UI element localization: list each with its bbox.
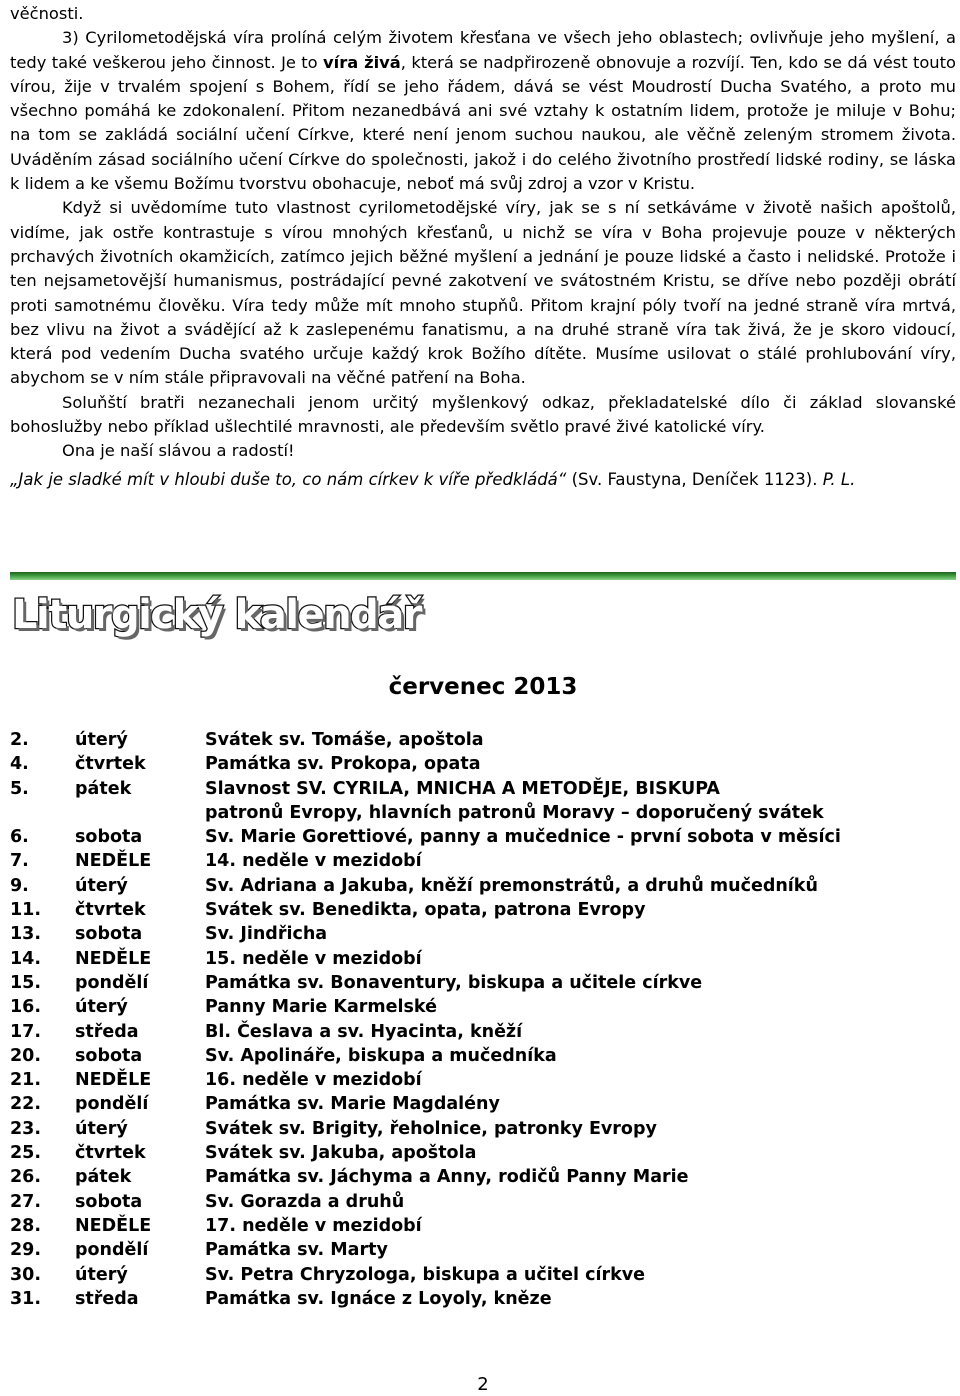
calendar-weekday: NEDĚLE — [75, 1070, 152, 1091]
calendar-event: Svátek sv. Benedikta, opata, patrona Evropy — [205, 900, 646, 921]
calendar-event: Sv. Gorazda a druhů — [205, 1191, 405, 1212]
calendar-event: Památka sv. Jáchyma a Anny, rodičů Panny Marie — [205, 1167, 689, 1188]
calendar-row — [10, 825, 956, 849]
calendar-event: Sv. Marie Gorettiové, panny a mučednice - první sobota v měsíci — [205, 827, 841, 848]
calendar-day: 2. — [10, 730, 29, 750]
calendar-event: patronů Evropy, hlavních patronů Moravy – doporučený svátek — [205, 802, 824, 823]
quote-source: (Sv. Faustyna, Deníček 1123). — [566, 469, 823, 489]
calendar-weekday: NEDĚLE — [75, 1215, 152, 1236]
paragraph-2: Když si uvědomíme tuto vlastnost cyrilometodějské víry, jak se s ní setkáváme v životě našich apoštolů, vidíme, jak ostře kontrastuje s vírou mnohých křesťanů, u nichž se víra v Boha projevuje pouze v některých prchavých životních okamžicích, zatímco jejich běžné myšlení a jednání je pouze lidské a často i nelidské. Protože i ten nejsametovější humanismus, postrádající pevné zakotvení ve svátostném Kristu, se dříve nebo později obrátí proti samotnému člověku. Víra tedy může mít mnoho stupňů. Přitom krajní póly tvoří na jedné straně víra mrtvá, bez vlivu na život a svádějící až k zaslepenému fanatismu, a na druhé straně víra tak živá, že je skoro vidoucí, která pod vedením Ducha svatého určuje každý krok Božího dítěte. Musíme usilovat o stálé prohlubování víry, abychom se v ním stále připravovali na věčné patření na Boha. — [10, 198, 956, 388]
document-page — [10, 0, 956, 1395]
quote-author-initials: P. L. — [822, 469, 856, 489]
calendar-weekday: sobota — [75, 1045, 143, 1066]
calendar-event: Sv. Adriana a Jakuba, kněží premonstrátů, a druhů mučedníků — [205, 875, 818, 896]
calendar-day: 11. — [10, 900, 42, 921]
calendar-event: Slavnost SV. CYRILA, MNICHA A METODĚJE, BISKUPA — [205, 778, 720, 799]
calendar-event: Svátek sv. Tomáše, apoštola — [205, 730, 484, 750]
calendar-row — [10, 1068, 956, 1092]
calendar-event: Památka sv. Marty — [205, 1240, 388, 1261]
paragraph-3: Soluňští bratři nezanechali jenom určitý myšlenkový odkaz, překladatelské dílo či základ slovanské bohoslužby nebo příklad ušlechtilé mravnosti, ale především světlo pravé živé katolické víry. — [10, 392, 956, 437]
green-divider — [10, 572, 956, 580]
calendar-weekday: NEDĚLE — [75, 948, 152, 969]
calendar-day: 20. — [10, 1045, 42, 1066]
calendar-event: Sv. Apolináře, biskupa a mučedníka — [205, 1045, 557, 1066]
calendar-day: 6. — [10, 827, 29, 848]
calendar-row — [10, 1020, 956, 1044]
calendar-weekday: pátek — [75, 1167, 132, 1188]
calendar-row — [10, 947, 956, 971]
calendar-day: 14. — [10, 948, 42, 969]
calendar-row — [10, 849, 956, 873]
calendar-day: 9. — [10, 875, 29, 896]
paragraph-1-start: 3) Cyrilometodějská víra prolíná celým životem křesťana ve všech jeho oblastech; ovlivňuje jeho myšlení, a tedy také veškerou jeho činnost. Je to — [10, 28, 956, 72]
calendar-event: Panny Marie Karmelské — [205, 997, 437, 1018]
calendar-row — [10, 728, 956, 752]
calendar-weekday: úterý — [75, 875, 128, 896]
calendar-row — [10, 922, 956, 946]
calendar-day: 13. — [10, 924, 42, 945]
calendar-day: 5. — [10, 778, 29, 799]
calendar-day: 28. — [10, 1215, 42, 1236]
calendar-weekday: pátek — [75, 778, 132, 799]
calendar-event: Svátek sv. Brigity, řeholnice, patronky Evropy — [205, 1118, 657, 1139]
calendar-day: 29. — [10, 1240, 42, 1261]
page-number: 2 — [477, 1374, 489, 1395]
calendar-day: 17. — [10, 1021, 42, 1042]
calendar-row — [10, 1092, 956, 1116]
calendar-row — [10, 1165, 956, 1189]
calendar-row — [10, 1141, 956, 1165]
calendar-day: 16. — [10, 997, 42, 1018]
section-title: Liturgický kalendář — [12, 592, 421, 638]
calendar-event: Svátek sv. Jakuba, apoštola — [205, 1143, 477, 1164]
calendar-row — [10, 971, 956, 995]
calendar-weekday: středa — [75, 1021, 139, 1042]
calendar-weekday: pondělí — [75, 1240, 149, 1261]
calendar-event: Památka sv. Marie Magdalény — [205, 1094, 500, 1115]
calendar-row — [10, 752, 956, 776]
paragraph-1 — [10, 26, 956, 196]
calendar-weekday: sobota — [75, 924, 143, 945]
calendar-day: 23. — [10, 1118, 42, 1139]
calendar-weekday: úterý — [75, 997, 128, 1018]
calendar-weekday: pondělí — [75, 972, 149, 993]
calendar-event: 14. neděle v mezidobí — [205, 851, 422, 872]
calendar-row — [10, 777, 956, 801]
calendar-event: Sv. Jindřicha — [205, 924, 328, 945]
calendar-day: 25. — [10, 1143, 42, 1164]
quote-text: „Jak je sladké mít v hloubi duše to, co nám církev k víře předkládá“ — [10, 469, 567, 489]
calendar-row — [10, 898, 956, 922]
calendar-weekday: čtvrtek — [75, 900, 146, 921]
calendar-row — [10, 1214, 956, 1238]
paragraph-4: Ona je naší slávou a radostí! — [62, 441, 295, 461]
calendar-weekday: středa — [75, 1288, 139, 1309]
calendar-day: 21. — [10, 1070, 42, 1091]
text-line-top: věčnosti. — [10, 4, 84, 23]
calendar-row — [10, 1044, 956, 1068]
calendar-day: 22. — [10, 1094, 42, 1115]
calendar-row — [10, 995, 956, 1019]
calendar-weekday: úterý — [75, 1264, 128, 1285]
calendar-month: červenec 2013 — [388, 674, 578, 700]
calendar-weekday: sobota — [75, 827, 143, 848]
calendar-event: Památka sv. Prokopa, opata — [205, 754, 481, 775]
calendar-day: 26. — [10, 1167, 42, 1188]
calendar-day: 30. — [10, 1264, 42, 1285]
calendar-row — [10, 1190, 956, 1214]
calendar-row — [10, 1287, 956, 1311]
calendar-event: Bl. Česlava a sv. Hyacinta, kněží — [205, 1021, 523, 1042]
calendar-weekday: čtvrtek — [75, 754, 146, 775]
calendar-weekday: úterý — [75, 730, 128, 750]
calendar-event: 17. neděle v mezidobí — [205, 1215, 422, 1236]
calendar-weekday: čtvrtek — [75, 1143, 146, 1164]
calendar-day: 27. — [10, 1191, 42, 1212]
calendar-day: 31. — [10, 1288, 42, 1309]
calendar-event: 15. neděle v mezidobí — [205, 948, 422, 969]
calendar-row — [10, 1238, 956, 1262]
calendar-day: 4. — [10, 754, 29, 775]
paragraph-1-rest: , která se nadpřirozeně obnovuje a rozvíjí. Ten, kdo se dá vést touto vírou, žije v trvalém spojení s Bohem, řídí se jeho řádem, dává se vést Moudrostí Ducha Svatého, a proto mu všechno pomáhá ke zdokonalení. Přitom nezanedbává ani své vztahy k ostatním lidem, protože je miluje v Bohu; na tom se zakládá sociální učení Církve, které není jenom suchou naukou, ale věčně zeleným stromem života. Uváděním zásad sociálního učení Církve do společnosti, jakož i do celého životního prostředí lidské rodiny, se láska k lidem a ke všemu Božímu tvorstvu obohacuje, neboť má svůj zdroj a vzor v Kristu. — [10, 52, 956, 194]
calendar-row — [10, 1117, 956, 1141]
calendar-weekday: NEDĚLE — [75, 851, 152, 872]
calendar-row — [10, 1263, 956, 1287]
calendar-day: 15. — [10, 972, 42, 993]
calendar-weekday: pondělí — [75, 1094, 149, 1115]
calendar-weekday: úterý — [75, 1118, 128, 1139]
calendar-event: Památka sv. Bonaventury, biskupa a učitele církve — [205, 972, 703, 993]
paragraph-1-emphasis: víra živá — [323, 52, 401, 72]
calendar-row — [10, 801, 956, 825]
calendar-event: Památka sv. Ignáce z Loyoly, kněze — [205, 1288, 552, 1309]
calendar-list — [10, 728, 956, 1311]
calendar-day: 7. — [10, 851, 29, 872]
calendar-event: 16. neděle v mezidobí — [205, 1070, 422, 1091]
calendar-row — [10, 874, 956, 898]
calendar-weekday: sobota — [75, 1191, 143, 1212]
calendar-event: Sv. Petra Chryzologa, biskupa a učitel církve — [205, 1264, 646, 1285]
quote — [10, 468, 956, 492]
